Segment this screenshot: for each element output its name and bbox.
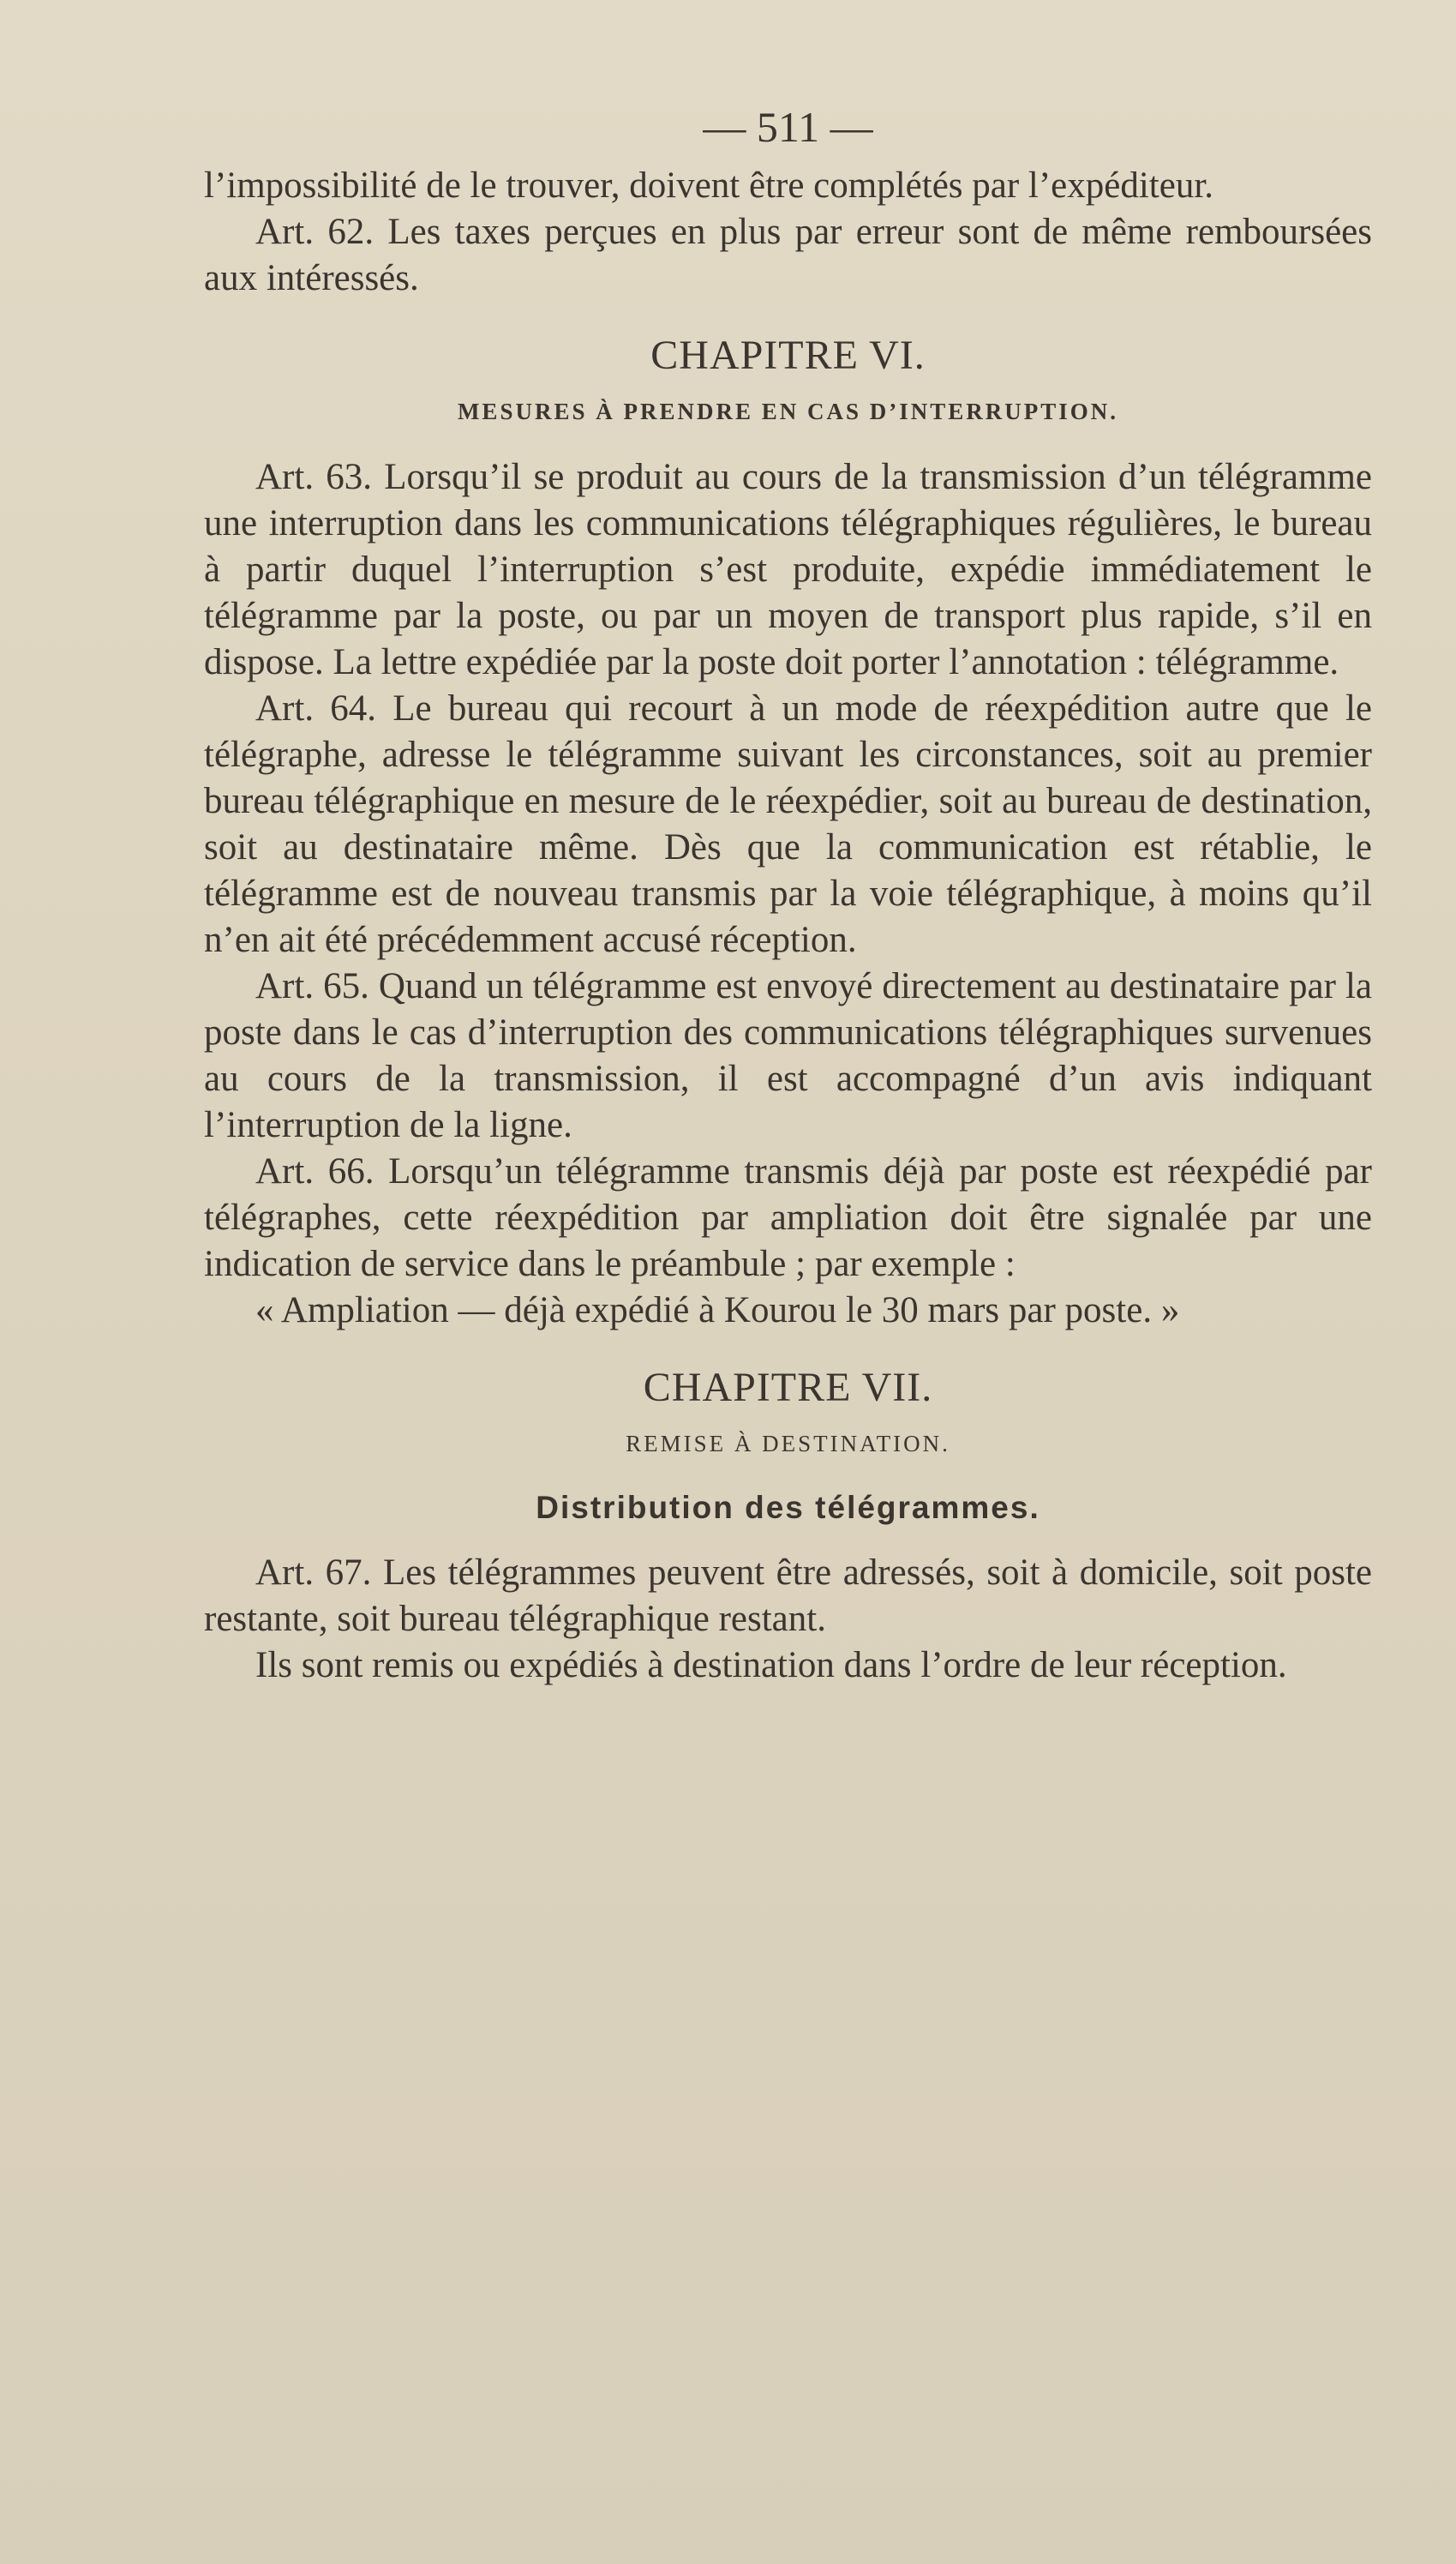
section-heading: Distribution des télégrammes.	[536, 1490, 1040, 1525]
page-number: — 511 —	[703, 103, 873, 151]
chapter-6-title: CHAPITRE VI.	[650, 333, 926, 378]
chapter-7-subtitle: REMISE À DESTINATION.	[626, 1431, 950, 1456]
chapter-7-title: CHAPITRE VII.	[643, 1365, 933, 1410]
article-66: Art. 66. Lorsqu’un télégramme transmis déjà par poste est réexpédié par télégraphes, cette réexpédition par ampliation doit être signalée par une indication de service dans le préambule ; par exemple :	[204, 1151, 1372, 1284]
article-65: Art. 65. Quand un télégramme est envoyé directement au destinataire par la poste dans le cas d’interruption des communications télégraphiques survenues au cours de la transmission, il est accompagné d’un avis indiquant l’interruption de la ligne.	[204, 966, 1372, 1145]
article-67: Art. 67. Les télégrammes peuvent être adressés, soit à domicile, soit poste restante, soit bureau télégraphique restant.	[204, 1552, 1372, 1639]
article-63: Art. 63. Lorsqu’il se produit au cours de la transmission d’un télégramme une interruption dans les communications télégraphiques régulières, le bureau à partir duquel l’interruption s’est produite, expédie immédiatement le télégramme par la poste, ou par un moyen de transport plus rapide, s’il en dispose. La lettre expédiée par la poste doit porter l’annotation : télégramme.	[204, 457, 1372, 682]
paragraph-continuation: l’impossibilité de le trouver, doivent être complétés par l’expéditeur.	[204, 165, 1214, 206]
example-ampliation: « Ampliation — déjà expédié à Kourou le 30 mars par poste. »	[255, 1290, 1180, 1330]
article-62: Art. 62. Les taxes perçues en plus par erreur sont de même remboursées aux intéressés.	[204, 212, 1372, 298]
article-64: Art. 64. Le bureau qui recourt à un mode de réexpédition autre que le télégraphe, adresse le télégramme suivant les circonstances, soit au premier bureau télégraphique en mesure de le réexpédier, soit au bureau de destination, soit au destinataire même. Dès que la communication est rétablie, le télégramme est de nouveau transmis par la voie télégraphique, à moins qu’il n’en ait été précédemment accusé réception.	[204, 688, 1372, 960]
paragraph-delivery-order: Ils sont remis ou expédiés à destination dans l’ordre de leur réception.	[255, 1645, 1287, 1685]
chapter-6-subtitle: MESURES À PRENDRE EN CAS D’INTERRUPTION.	[457, 399, 1119, 424]
